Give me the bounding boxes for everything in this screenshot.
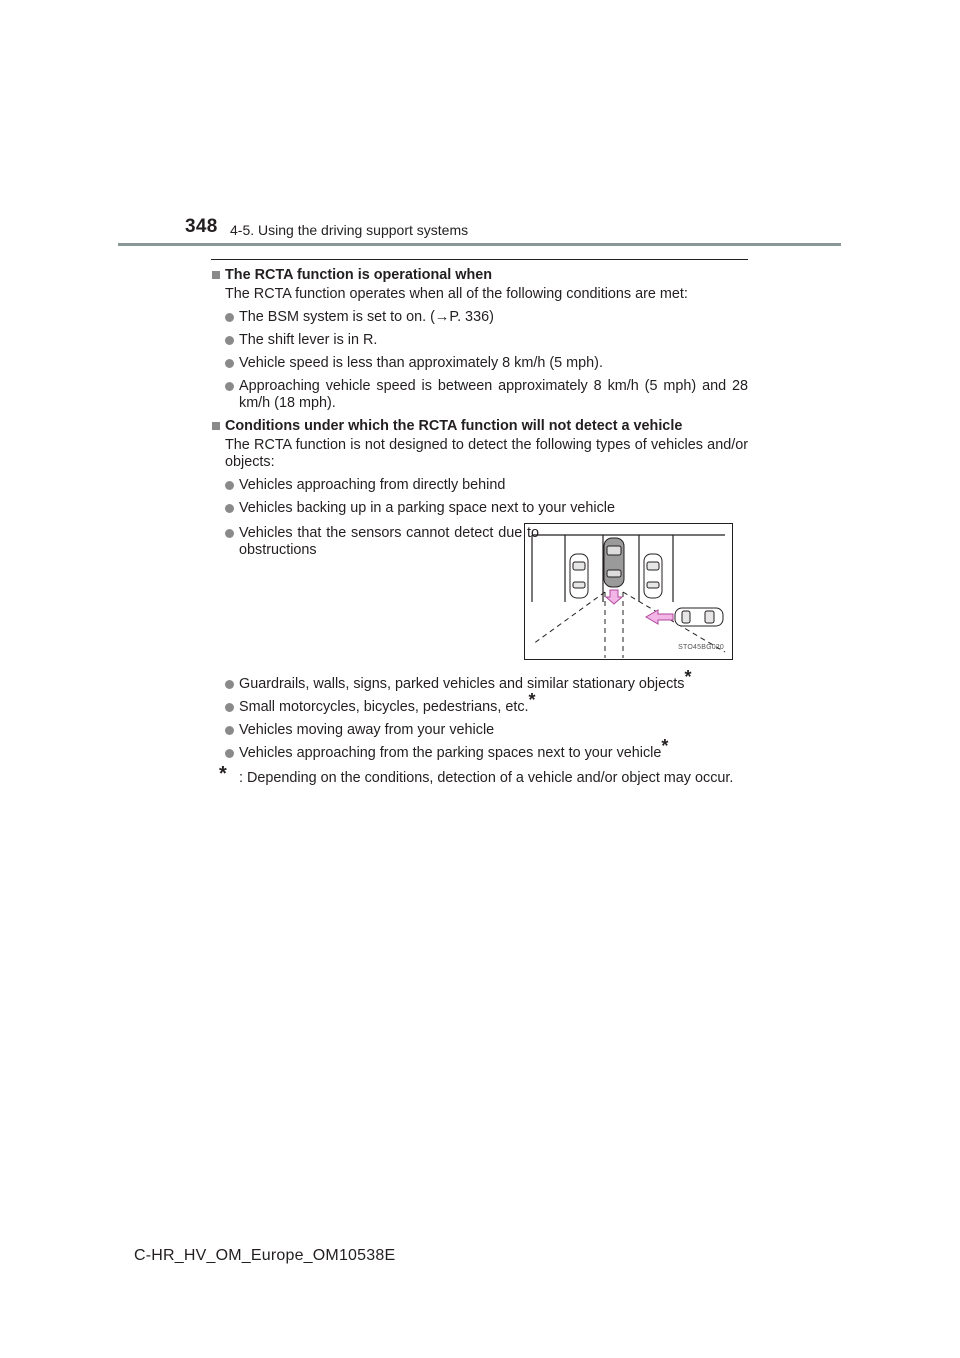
parked-car-right-icon <box>644 554 662 598</box>
round-bullet-icon <box>225 336 234 345</box>
figure-code: STO45BG020 <box>678 644 724 651</box>
section-heading-not-detect: Conditions under which the RCTA function will not detect a vehicle <box>211 418 748 435</box>
approaching-car-icon <box>675 608 723 626</box>
square-bullet-icon <box>212 422 220 430</box>
footnote-asterisk: * <box>219 763 227 785</box>
figure-row <box>211 523 748 670</box>
round-bullet-icon <box>225 481 234 490</box>
footnote-text: : Depending on the conditions, detection of a vehicle and/or object may occur. <box>239 770 734 786</box>
list-item: Guardrails, walls, signs, parked vehicles and similar stationary objects* <box>211 676 748 693</box>
list-item: Vehicle speed is less than approximately 8 km/h (5 mph). <box>211 355 748 372</box>
chapter-title: 4-5. Using the driving support systems <box>230 222 469 238</box>
round-bullet-icon <box>225 313 234 322</box>
section-rule <box>211 259 748 260</box>
list-item: Vehicles approaching from the parking spaces next to your vehicle* <box>211 745 748 762</box>
list-item: Vehicles approaching from directly behind <box>211 477 748 494</box>
approach-arrow-icon <box>646 610 673 624</box>
round-bullet-icon <box>225 382 234 391</box>
asterisk-mark: * <box>684 667 692 687</box>
round-bullet-icon <box>225 680 234 689</box>
own-vehicle-icon <box>604 538 624 587</box>
page-content <box>211 267 748 787</box>
round-bullet-icon <box>225 359 234 368</box>
list-item: The BSM system is set to on. (→P. 336) <box>211 309 748 326</box>
square-bullet-icon <box>212 271 220 279</box>
section-intro: The RCTA function operates when all of the following conditions are met: <box>225 286 688 302</box>
list-item: Vehicles that the sensors cannot detect due to obstructions <box>211 525 539 559</box>
footnote <box>211 763 748 787</box>
header-rule <box>118 243 841 246</box>
round-bullet-icon <box>225 726 234 735</box>
footer-doc-id: C-HR_HV_OM_Europe_OM10538E <box>134 1247 396 1264</box>
list-item: Vehicles moving away from your vehicle <box>211 722 748 739</box>
asterisk-mark: * <box>528 690 536 710</box>
round-bullet-icon <box>225 529 234 538</box>
round-bullet-icon <box>225 504 234 513</box>
section-intro: The RCTA function is not designed to detect the following types of vehicles and/or objects: <box>225 437 748 470</box>
round-bullet-icon <box>225 703 234 712</box>
page-number: 348 <box>185 216 218 237</box>
reverse-arrow-icon <box>606 590 622 604</box>
rcta-figure <box>524 523 733 660</box>
list-item: Small motorcycles, bicycles, pedestrians, etc.* <box>211 699 748 716</box>
list-item: Approaching vehicle speed is between approximately 8 km/h (5 mph) and 28 km/h (18 mph). <box>211 378 748 412</box>
section-heading-operational: The RCTA function is operational when <box>211 267 748 284</box>
list-item: Vehicles backing up in a parking space next to your vehicle <box>211 500 748 517</box>
parking-lines <box>532 535 725 602</box>
round-bullet-icon <box>225 749 234 758</box>
list-item: The shift lever is in R. <box>211 332 748 349</box>
parked-car-left-icon <box>570 554 588 598</box>
asterisk-mark: * <box>661 736 669 756</box>
